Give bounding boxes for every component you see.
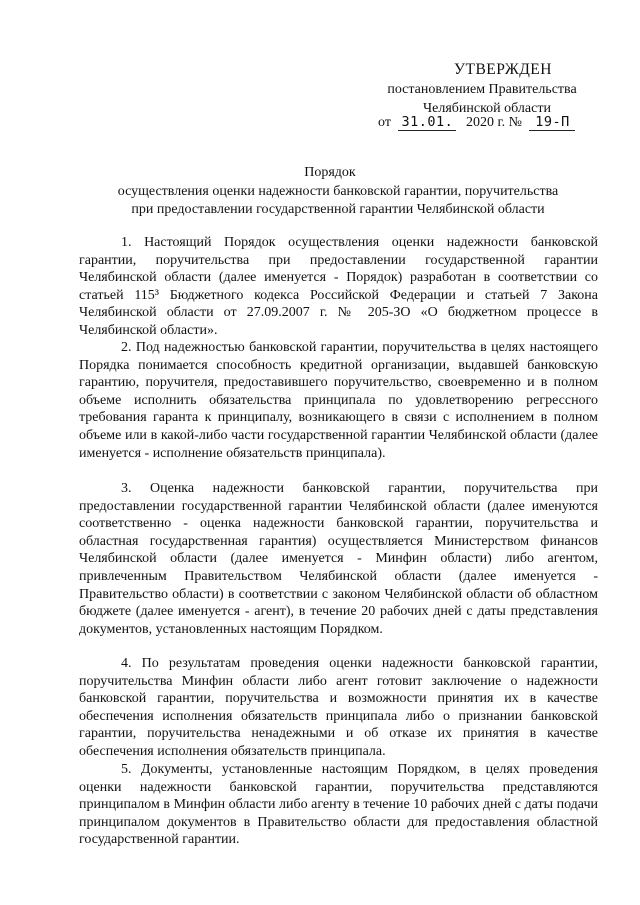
document-title: Порядок [304, 165, 356, 180]
approval-line-2: Челябинской области [423, 101, 551, 116]
paragraph-2: 2. Под надежностью банковской гарантии, поручительства в целях настоящего Порядка понимается способность кредитной организации, выдавшей банковскую гарантию, поручителя, предоставившего поручительство, своевременно и в полном объеме исполнить обязательства принципала по удовлетворению регрессного требования гаранта к принципалу, возникающего в связи с исполнением в полном объеме или в какой-либо части государственной гарантии Челябинской области (далее именуется - исполнение обязательств принципала). [79, 340, 598, 461]
approval-heading: УТВЕРЖДЕН [454, 61, 552, 78]
paragraph-3: 3. Оценка надежности банковской гарантии, поручительства при предоставлении государственной гарантии Челябинской области (далее именуются соответственно - оценка надежности банковской гарантии, поручительства и областная государственная гарантия) осуществляется Министерством финансов Челябинской области (далее именуется - Минфин области) либо агентом, привлеченным Правительством Челябинской области (далее именуется - Правительство области) в соответствии с законом Челябинской области об областном бюджете (далее именуется - агент), в течение 20 рабочих дней с даты представления документов, установленных настоящим Порядком. [79, 481, 598, 637]
document-subtitle-line-2: при предоставлении государственной гарантии Челябинской области [131, 202, 545, 217]
approval-line-1: постановлением Правительства [387, 82, 577, 97]
date-year: 2020 г. № [465, 115, 522, 130]
approval-stamp [368, 60, 578, 118]
paragraph-4: 4. По результатам проведения оценки надежности банковской гарантии, поручительства Минфин области либо агент готовит заключение о надежности банковской гарантии, поручительства и возможности принятия их в качестве обеспечения исполнения обязательств принципала либо о признании банковской гарантии, поручительства ненадежными и об отказе их принятия в качестве обеспечения исполнения обязательств принципала. [79, 656, 598, 759]
paragraph-5: 5. Документы, установленные настоящим Порядком, в целях проведения оценки надежности банковской гарантии, поручительства представляются принципалом в Минфин области либо агенту в течение 10 рабочих дней с даты подачи принципалом документов в Правительство области для предоставления областной государственной гарантии. [79, 762, 598, 848]
date-prefix: от [378, 115, 391, 130]
date-field: 31.01. [398, 114, 456, 131]
paragraph-1: 1. Настоящий Порядок осуществления оценки надежности банковской гарантии, поручительства при предоставлении государственной гарантии Челябинской области (далее именуется - Порядок) разработан в соответствии со статьей 115³ Бюджетного кодекса Российской Федерации и статьей 7 Закона Челябинской области от 27.09.2007 г. № 205-ЗО «О бюджетном процессе в Челябинской области». [79, 235, 598, 338]
number-field: 19-П [529, 114, 575, 131]
approval-date-line [378, 114, 575, 131]
document-subtitle-line-1: осуществления оценки надежности банковской гарантии, поручительства [117, 184, 559, 199]
